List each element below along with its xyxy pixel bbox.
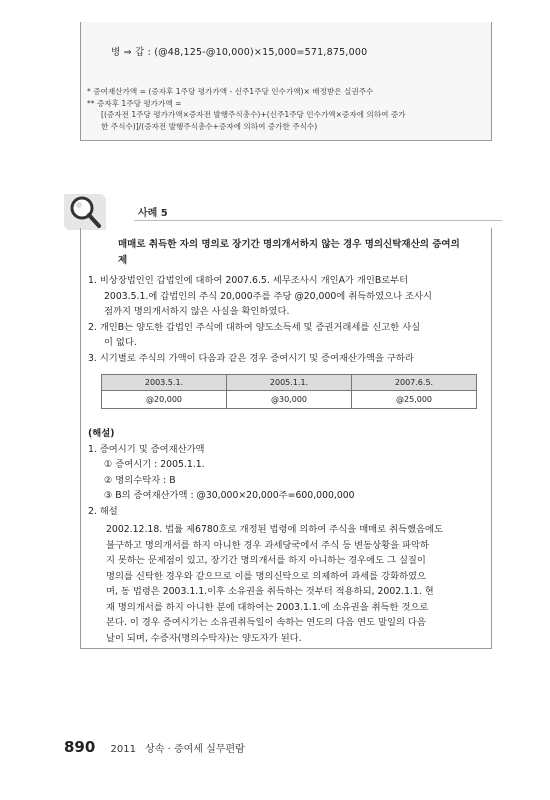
case-box (80, 228, 492, 649)
price-table (101, 374, 477, 409)
previous-example-box (80, 22, 492, 141)
footnote-2-formula-cont: 한 주식수)]/(증자전 발행주식총수+증자에 의하여 증가한 주식수) (101, 121, 318, 131)
page-footer (64, 738, 245, 756)
divider (134, 220, 502, 221)
case-line-4: 2. 개인B는 양도한 갑법인 주식에 대하여 양도소득세 및 증권거래세를 신고한 사실 (88, 321, 421, 333)
footnote-1: * 증여재산가액 = (증자후 1주당 평가가액 - 신주1주당 인수가액)× 배정받은 실권주수 (87, 87, 374, 96)
table-header-cell: 2003.5.1. (102, 375, 227, 391)
solution-line-2: ① 증여시기 : 2005.1.1. (104, 459, 205, 470)
solution-line-3: ② 명의수탁자 : B (104, 474, 176, 486)
case-line-2: 2003.5.1.에 갑법인의 주식 20,000주를 주당 @20,000에 취득하였으나 조사시 (104, 290, 432, 302)
table-header-cell: 2005.1.1. (227, 375, 352, 391)
table-header-row (102, 375, 477, 391)
table-cell: @20,000 (102, 391, 227, 409)
solution-heading: (해설) (88, 428, 115, 439)
paragraph-line: 며, 동 법령은 2003.1.1.이후 소유권을 취득하는 것부터 적용하되, 2002.1.1. 현 (106, 586, 434, 597)
table-cell: @25,000 (352, 391, 477, 409)
case-line-1: 1. 비상장법인인 갑법인에 대하여 2007.6.5. 세무조사시 개인A가 개인B로부터 (88, 275, 409, 286)
paragraph-line: 본다. 이 경우 증여시기는 소유권취득일이 속하는 연도의 다음 연도 말일의 다음 (106, 617, 426, 628)
table-row (102, 391, 477, 409)
paragraph-line: 재 명의개서를 하지 아니한 분에 대하여는 2003.1.1.에 소유권을 취득한 것으로 (106, 601, 429, 613)
table-header-cell: 2007.6.5. (352, 375, 477, 391)
paragraph-line: 지 못하는 문제점이 있고, 장기간 명의개서를 하지 아니하는 경우에도 그 실질이 (106, 555, 426, 566)
paragraph-line: 명의를 신탁한 경우와 같으므로 이를 명의신탁으로 의제하여 과세를 강화하였으 (106, 570, 427, 582)
footnote-2: ** 증자후 1주당 평가가액 = (87, 98, 182, 108)
book-title: 상속 · 증여세 실무편람 (145, 744, 245, 755)
case-subtitle: 매매로 취득한 자의 명의로 장기간 명의개서하지 않는 경우 명의신탁재산의 증여의제 (118, 239, 460, 266)
footnote-2-formula: [(증자전 1주당 평가가액×증자전 발행주식총수)+(신주1주당 인수가액×증자에 의하여 증가 (101, 110, 406, 119)
footer-year: 2011 (110, 744, 136, 755)
case-header (62, 190, 502, 230)
case-line-6: 3. 시기별로 주식의 가액이 다음과 같은 경우 증여시기 및 증여재산가액을 구하라 (88, 352, 414, 364)
solution (88, 426, 485, 519)
page-number: 890 (64, 738, 96, 756)
solution-line-4: ③ B의 증여재산가액 : @30,000×20,000주=600,000,000 (104, 490, 355, 501)
case-line-5: 이 없다. (104, 337, 137, 348)
calculation-line: 병 ⇒ 갑 : (@48,125-@10,000)×15,000=571,875,000 (111, 47, 368, 58)
footnotes (87, 86, 485, 132)
explanation-paragraph (106, 522, 485, 646)
case-description (88, 273, 485, 366)
solution-line-1: 1. 증여시기 및 증여재산가액 (88, 443, 205, 455)
paragraph-line: 불구하고 명의개서를 하지 아니한 경우 과세당국에서 주식 등 변동상황을 파악하 (106, 539, 429, 551)
case-title: 사례 5 (138, 208, 168, 219)
paragraph-line: 2002.12.18. 법률 제6780호로 개정된 법령에 의하여 주식을 매매로 취득했음에도 (106, 524, 443, 535)
case-line-3: 점까지 명의개서하지 않은 사실을 확인하였다. (104, 306, 290, 317)
table-cell: @30,000 (227, 391, 352, 409)
solution-line-5: 2. 해설 (88, 505, 118, 517)
paragraph-line: 날이 되며, 수증자(명의수탁자)는 양도자가 된다. (106, 632, 302, 644)
